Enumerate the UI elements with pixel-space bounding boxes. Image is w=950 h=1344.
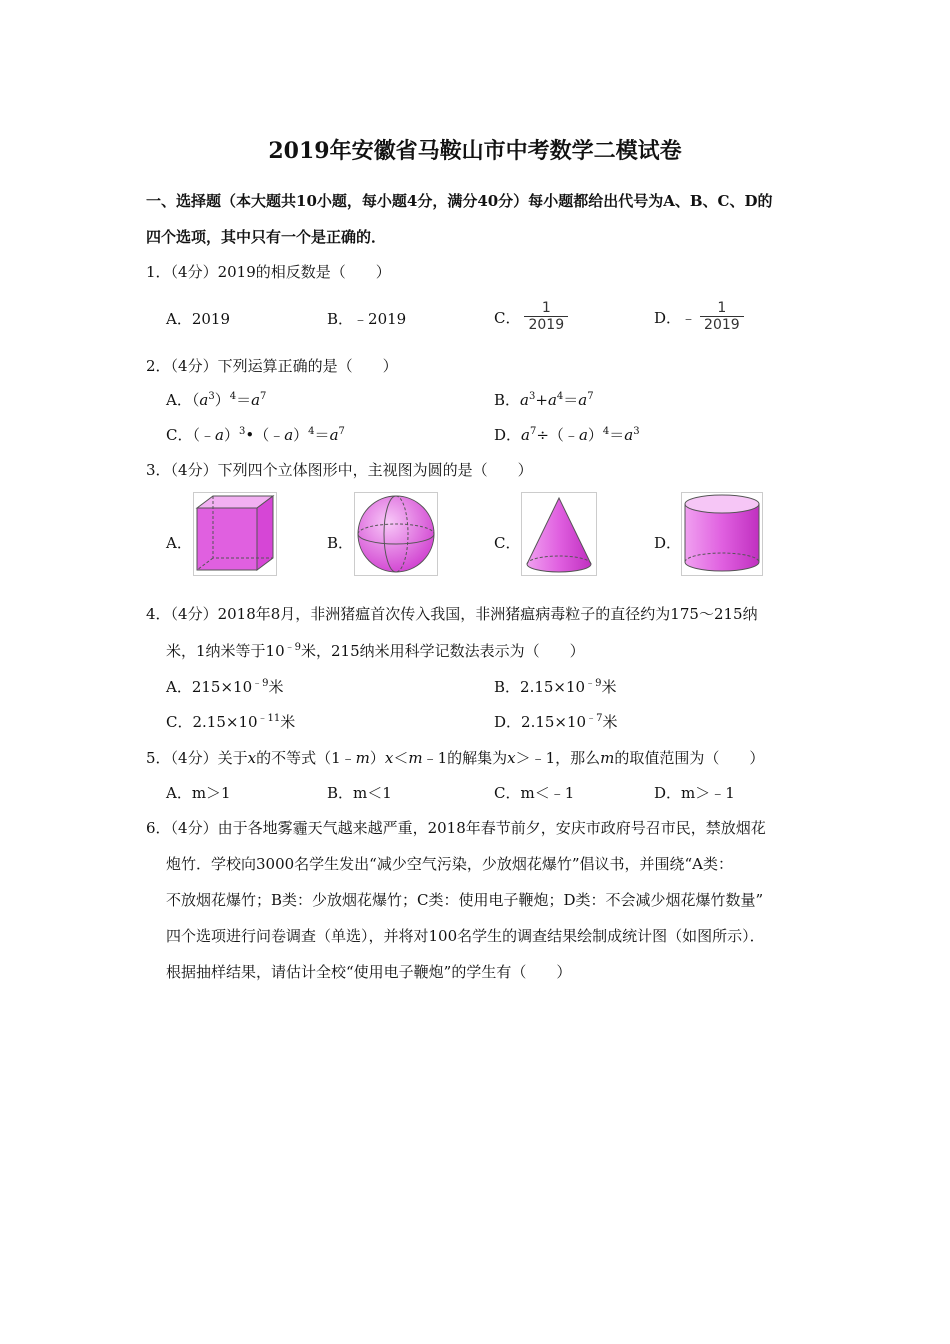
q6-line5: 根据抽样结果，请估计全校“使用电子鞭炮”的学生有（ ）	[166, 963, 572, 981]
q5-option-d: D．m＞﹣1	[654, 784, 735, 802]
q1-stem: 1．（4分）2019的相反数是（ ）	[146, 263, 391, 281]
q1-option-c-fraction	[524, 300, 568, 334]
q2-stem: 2．（4分）下列运算正确的是（ ）	[146, 357, 398, 375]
q6-line3: 不放烟花爆竹；B类：少放烟花爆竹；C类：使用电子鞭炮；D类：不会减少烟花爆竹数量”	[166, 891, 764, 909]
q1-option-c-label: C．	[494, 308, 521, 327]
q4-option-c-unit: 米	[280, 713, 296, 731]
q3-option-d: D．	[654, 534, 682, 552]
q4-option-c	[166, 711, 295, 732]
q4-stem-line2	[166, 640, 585, 661]
sphere-icon	[354, 492, 438, 576]
q1-option-d	[654, 300, 744, 334]
q2-option-c: C．$(﹣a)^3•(﹣a)^4=a^7$	[166, 426, 345, 444]
q6-line4: 四个选项进行问卷调查（单选），并将对100名学生的调查结果绘制成统计图（如图所示）．	[166, 927, 765, 945]
section-heading-line2: 四个选项，其中只有一个是正确的．	[146, 228, 387, 246]
fraction-denominator: 2019	[700, 316, 744, 334]
q2-option-b-label: B．	[494, 391, 521, 409]
q1-option-a: A．2019	[166, 310, 231, 328]
q2-option-a-label: A．	[166, 391, 192, 409]
q2-option-c-label: C．	[166, 426, 193, 444]
q4-option-d-exponent: ﹣7	[586, 713, 603, 724]
q4-stem-text: 米，215纳米用科学记数法表示为（ ）	[301, 642, 585, 660]
q2-option-a: A．$(a^3)^4=a^7$	[166, 391, 267, 409]
q4-option-d-text: D．2.15×10	[494, 713, 587, 731]
q4-option-b-text: B．2.15×10	[494, 678, 586, 696]
q4-stem-exponent: ﹣9	[284, 642, 302, 653]
cube-icon	[193, 492, 277, 576]
q4-option-a-text: A．215×10	[166, 678, 253, 696]
fraction-numerator: 1	[541, 300, 551, 316]
q4-option-c-exponent: ﹣11	[257, 713, 281, 724]
q4-option-d	[494, 711, 617, 732]
q4-option-d-unit: 米	[602, 713, 618, 731]
q4-option-a-unit: 米	[268, 678, 284, 696]
q4-stem-text: 米，1纳米等于10	[166, 642, 285, 660]
q2-option-d: D．$a^7\div(﹣a)^4=a^3$	[494, 426, 640, 444]
q2-option-d-label: D．	[494, 426, 522, 444]
q4-stem-line1: 4．（4分）2018年8月，非洲猪瘟首次传入我国，非洲猪瘟病毒粒子的直径约为175～215纳	[146, 605, 758, 623]
q4-option-b-unit: 米	[601, 678, 617, 696]
cylinder-icon	[681, 492, 763, 576]
q4-option-b-exponent: ﹣9	[585, 678, 602, 689]
cone-icon	[521, 492, 597, 576]
q6-line2: 炮竹．学校向3000名学生发出“减少空气污染，少放烟花爆竹”倡议书，并围绕“A类：	[166, 855, 734, 873]
q2-option-b: B．$a^3+a^4=a^7$	[494, 391, 594, 409]
fraction-numerator: 1	[717, 300, 727, 316]
q5-option-c: C．m＜﹣1	[494, 784, 575, 802]
q3-stem: 3．（4分）下列四个立体图形中，主视图为圆的是（ ）	[146, 461, 533, 479]
q6-line1: 6．（4分）由于各地雾霾天气越来越严重，2018年春节前夕，安庆市政府号召市民，禁放烟花	[146, 819, 766, 837]
q4-option-c-text: C．2.15×10	[166, 713, 258, 731]
q3-option-a: A．	[166, 534, 192, 552]
section-heading-line1: 一、选择题（本大题共10小题，每小题4分，满分40分）每小题都给出代号为A、B、C、D的	[146, 192, 773, 210]
q4-option-a	[166, 676, 284, 697]
q5-option-a: A．m＞1	[166, 784, 231, 802]
q1-option-d-label: D．﹣	[654, 308, 697, 327]
page-title: 2019年安徽省马鞍山市中考数学二模试卷	[268, 138, 682, 164]
q5-stem: 5．（4分）关于x的不等式（1﹣m）x＜m﹣1的解集为x＞﹣1，那么m的取值范围为（ ）	[146, 749, 765, 767]
q3-option-b: B．	[327, 534, 354, 552]
q5-option-b: B．m＜1	[327, 784, 392, 802]
q3-option-c: C．	[494, 534, 521, 552]
q1-option-d-fraction	[700, 300, 744, 334]
q4-option-b	[494, 676, 616, 697]
q1-option-b: B．﹣2019	[327, 310, 407, 328]
q1-option-c	[494, 300, 568, 334]
q4-option-a-exponent: ﹣9	[252, 678, 269, 689]
fraction-denominator: 2019	[524, 316, 568, 334]
